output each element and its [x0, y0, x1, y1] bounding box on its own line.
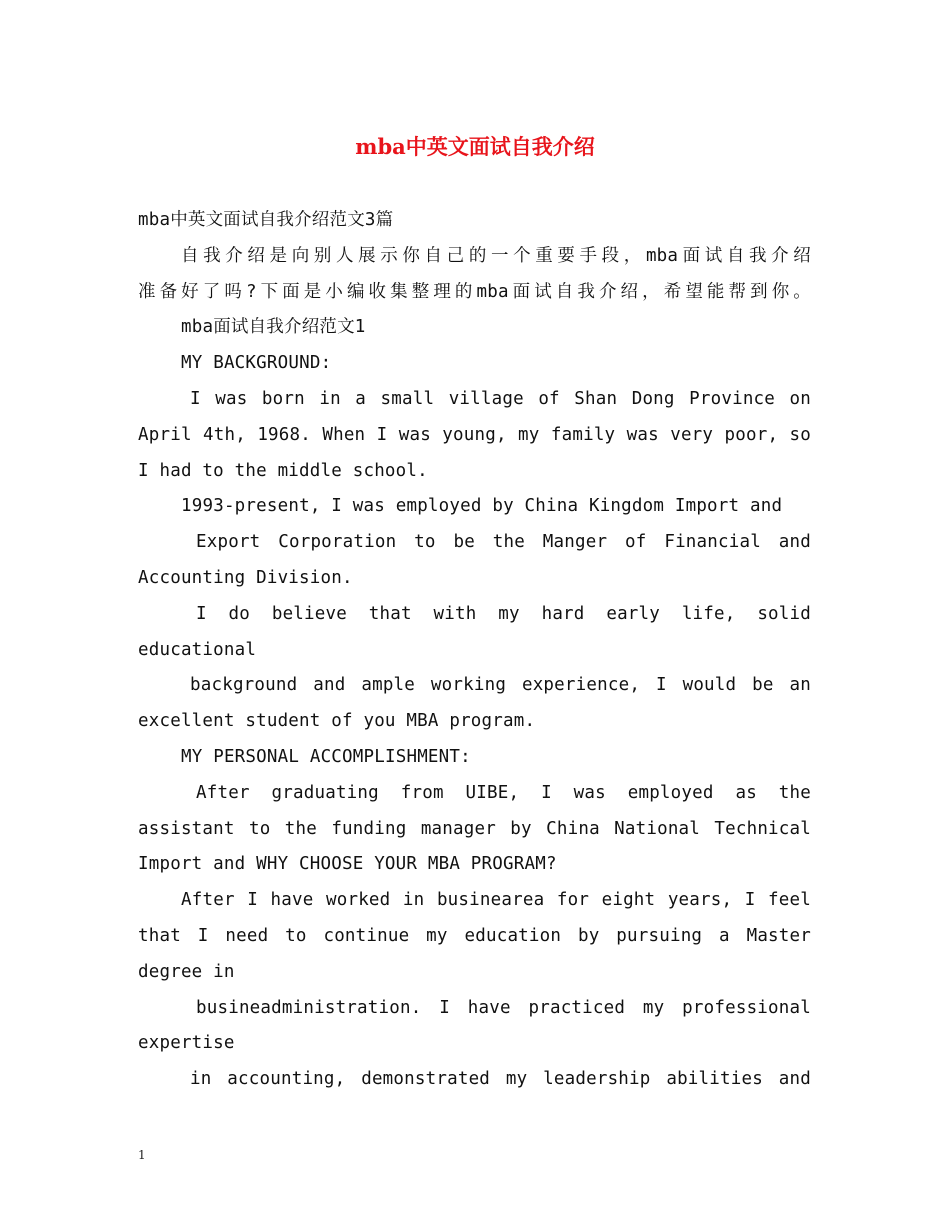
document-title: mba中英文面试自我介绍	[355, 134, 595, 159]
paragraph-line: in accounting, demonstrated my leadership abilities and	[190, 1069, 811, 1090]
paragraph-line: assistant to the funding manager by China National Technical	[138, 818, 811, 839]
page-number: 1	[138, 1148, 146, 1162]
paragraph-line: 自我介绍是向别人展示你自己的一个重要手段，mba面试自我介绍	[181, 245, 811, 266]
paragraph-line: background and ample working experience, I would be an	[190, 675, 811, 696]
paragraph-line: excellent student of you MBA program.	[138, 711, 536, 732]
subtitle-line: mba中英文面试自我介绍范文3篇	[138, 210, 394, 230]
paragraph-line: I had to the middle school.	[138, 460, 428, 481]
paragraph-line: 1993-present, I was employed by China Kingdom Import and	[181, 496, 783, 517]
paragraph-line: Import and WHY CHOOSE YOUR MBA PROGRAM?	[138, 854, 557, 875]
paragraph-line: degree in	[138, 961, 235, 982]
paragraph-line: After graduating from UIBE, I was employed as the	[196, 782, 811, 803]
paragraph-line: busineadministration. I have practiced my professional	[196, 997, 811, 1018]
document-body	[138, 203, 811, 1098]
paragraph-line: that I need to continue my education by pursuing a Master	[138, 925, 811, 946]
paragraph-line: I do believe that with my hard early life, solid	[196, 603, 811, 624]
paragraph-line: I was born in a small village of Shan Dong Province on	[190, 388, 811, 409]
paragraph-line: Accounting Division.	[138, 567, 353, 588]
section-heading: MY BACKGROUND:	[181, 353, 332, 374]
paragraph-line: educational	[138, 639, 257, 660]
paragraph-line: After I have worked in businearea for eight years, I feel	[181, 890, 811, 911]
section-heading: MY PERSONAL ACCOMPLISHMENT:	[181, 746, 471, 767]
paragraph-line: 准备好了吗?下面是小编收集整理的mba面试自我介绍，希望能帮到你。	[138, 281, 811, 302]
paragraph-line: April 4th, 1968. When I was young, my family was very poor, so	[138, 424, 811, 445]
section-heading: mba面试自我介绍范文1	[181, 317, 366, 338]
paragraph-line: Export Corporation to be the Manger of Financial and	[196, 532, 811, 553]
paragraph-line: expertise	[138, 1033, 235, 1054]
